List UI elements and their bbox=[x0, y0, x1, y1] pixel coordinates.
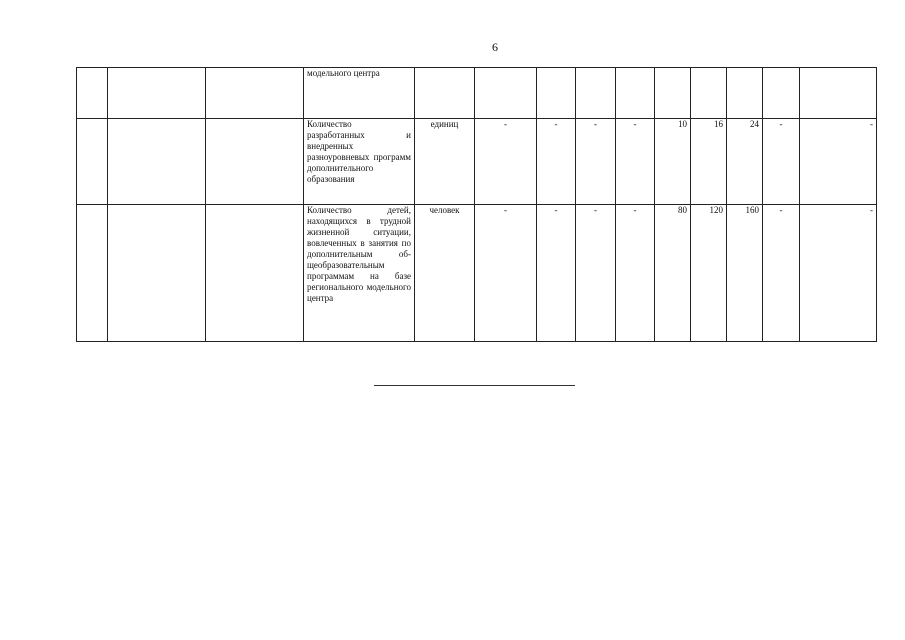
cell-indicator: модельного центра bbox=[304, 68, 415, 119]
cell-value: - bbox=[475, 205, 537, 342]
cell-number bbox=[77, 68, 108, 119]
cell-value: - bbox=[616, 205, 655, 342]
cell-indicator: Количество детей, находящихся в трудной жизненной ситуации, вовлеченных в занятия по дополнительным об-щеобразовательным программам на базе регионального модельного центра bbox=[304, 205, 415, 342]
indicator-table bbox=[76, 67, 877, 342]
cell-value: - bbox=[475, 119, 537, 205]
cell-number bbox=[77, 119, 108, 205]
cell-number bbox=[77, 205, 108, 342]
cell-value: 24 bbox=[727, 119, 763, 205]
page-number: 6 bbox=[492, 40, 498, 54]
cell-value: - bbox=[537, 205, 576, 342]
cell-unit: человек bbox=[415, 205, 475, 342]
cell-value: - bbox=[576, 119, 616, 205]
cell-value: - bbox=[800, 119, 877, 205]
cell-value: 80 bbox=[655, 205, 691, 342]
cell-value: 120 bbox=[691, 205, 727, 342]
cell-value: - bbox=[576, 205, 616, 342]
cell-value bbox=[655, 68, 691, 119]
cell-goal bbox=[108, 68, 206, 119]
cell-value: 160 bbox=[727, 205, 763, 342]
cell-value bbox=[691, 68, 727, 119]
cell-unit bbox=[415, 68, 475, 119]
cell-value bbox=[475, 68, 537, 119]
table-row bbox=[77, 68, 877, 119]
cell-value bbox=[800, 68, 877, 119]
cell-value: - bbox=[800, 205, 877, 342]
cell-indicator: Количество разработанных и внедренных разноуровневых программ дополнительного образования bbox=[304, 119, 415, 205]
table-row bbox=[77, 119, 877, 205]
cell-value: - bbox=[763, 119, 800, 205]
end-separator-line bbox=[374, 385, 575, 386]
cell-value bbox=[763, 68, 800, 119]
cell-value bbox=[537, 68, 576, 119]
cell-unit: единиц bbox=[415, 119, 475, 205]
cell-task bbox=[206, 205, 304, 342]
cell-task bbox=[206, 119, 304, 205]
cell-value bbox=[727, 68, 763, 119]
cell-value: - bbox=[616, 119, 655, 205]
cell-value bbox=[576, 68, 616, 119]
cell-value: 16 bbox=[691, 119, 727, 205]
cell-value: 10 bbox=[655, 119, 691, 205]
cell-value bbox=[616, 68, 655, 119]
cell-value: - bbox=[537, 119, 576, 205]
table-row bbox=[77, 205, 877, 342]
cell-goal bbox=[108, 119, 206, 205]
cell-goal bbox=[108, 205, 206, 342]
cell-value: - bbox=[763, 205, 800, 342]
cell-task bbox=[206, 68, 304, 119]
